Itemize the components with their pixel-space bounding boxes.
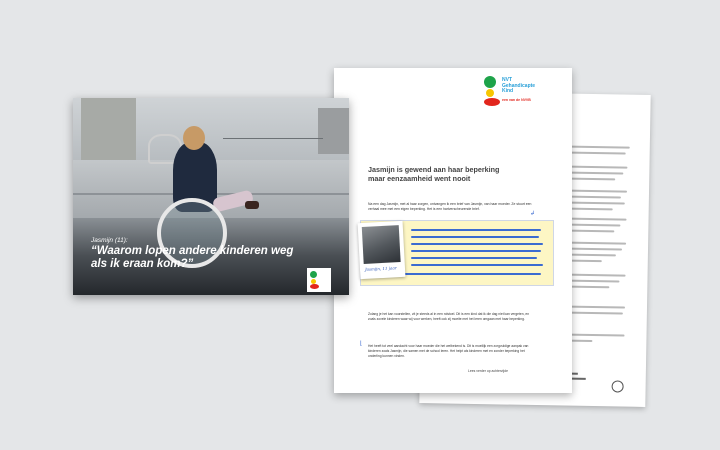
polaroid-caption: Jasmijn, 11 jaar — [364, 265, 397, 272]
letter-body-1: Zolang je het kan voorstellen, zit je steeds al in een rolstoel. Dit is een kind dat ik die dag niet kan vergeten, en zoals zovele kinderen waar wij voor werken, heeft ook zij moeite met het leren omgaan met haar beperking. — [368, 312, 530, 321]
campaign-photo-card — [73, 98, 349, 295]
certificate-seal-icon — [612, 380, 624, 392]
photo-caption-name: Jasmijn (11): — [91, 237, 128, 244]
letter-body-2: Het heeft tot veel aandacht voor haar moeder die het welbekend is. Dit is moeilijk een zorgvuldige aanpak van kinderen zoals Jasmijn, die samen met de school leren. Het helpt als kinderen met en zonder beperking het onderling kunnen vinden. — [368, 344, 529, 358]
logo-tagline: een van de NVVB — [502, 98, 531, 102]
letter-page-front — [334, 68, 572, 393]
organisation-logo — [484, 76, 544, 116]
handwritten-arrow-icon: ↲ — [530, 210, 536, 217]
handwritten-bracket-icon: ⌊ — [360, 340, 363, 347]
letter-heading: Jasmijn is gewend aan haar beperking maar eenzaamheid went nooit — [368, 165, 500, 183]
photo-card-logo — [307, 268, 331, 292]
photo-quote: “Waarom lopen andere kinderen weg als ik eraan kom?” — [91, 245, 294, 270]
letter-signoff: Lees verder op achterzijde — [468, 369, 508, 373]
polaroid-photo — [358, 221, 406, 279]
jasmijn-photo — [362, 225, 401, 264]
logo-brand-name: NVT Gehandicapte Kind — [502, 77, 536, 94]
letter-intro: Na een dag Jasmijn, met al haar zorgen, ontvangen ik een brief van Jasmijn, van haar moeder. Ze stuurt een verhaal mee met een eigen beperking. Het is een hartverscheurende brief. — [368, 202, 532, 211]
